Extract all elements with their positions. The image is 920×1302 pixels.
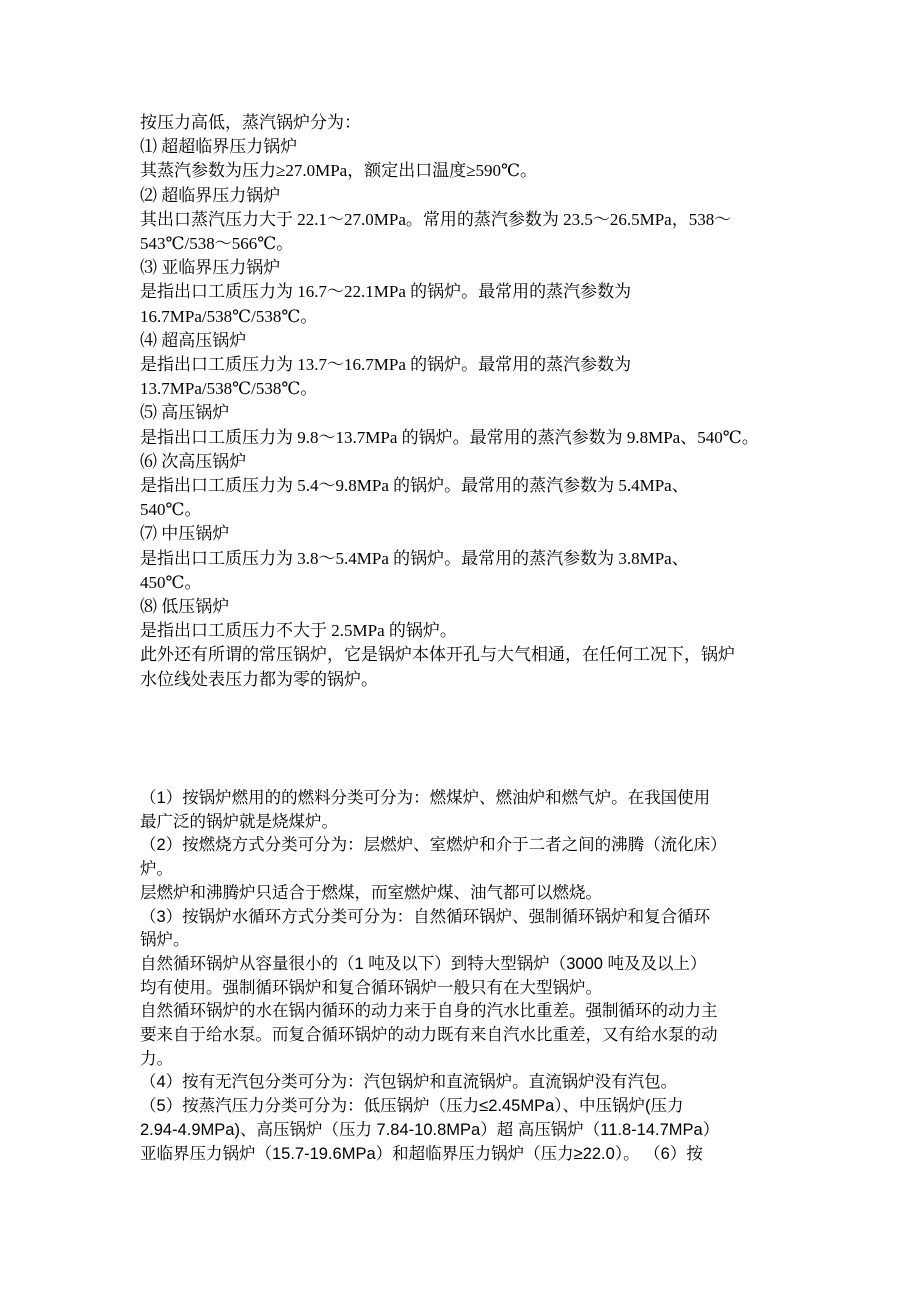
classification-line: 要来自于给水泵。而复合循环锅炉的动力既有来自汽水比重差，又有给水泵的动	[140, 1026, 718, 1045]
item-text: 13.7MPa/538℃/538℃。	[140, 379, 318, 399]
item-heading: ⑹ 次高压锅炉	[140, 451, 247, 471]
item-text: 540℃。	[140, 500, 202, 520]
item-heading: ⑶ 亚临界压力锅炉	[140, 258, 281, 278]
item-text: 是指出口工质压力为 9.8～13.7MPa 的锅炉。最常用的蒸汽参数为 9.8MPa、540℃。	[140, 427, 759, 447]
boiler-pressure-section	[140, 111, 786, 692]
classification-line: 炉。	[140, 860, 173, 879]
item-text: 是指出口工质压力为 3.8～5.4MPa 的锅炉。最常用的蒸汽参数为 3.8MPa、	[140, 548, 689, 568]
item-heading: ⑺ 中压锅炉	[140, 524, 230, 544]
item-text: 其蒸汽参数为压力≥27.0MPa，额定出口温度≥590℃。	[140, 161, 538, 181]
item-text: 其出口蒸汽压力大于 22.1～27.0MPa。常用的蒸汽参数为 23.5～26.5MPa，538～	[140, 209, 732, 229]
classification-line: 均有使用。强制循环锅炉和复合循环锅炉一般只有在大型锅炉。	[140, 978, 602, 997]
item-heading: ⑻ 低压锅炉	[140, 597, 230, 617]
item-text: 543℃/538～566℃。	[140, 234, 294, 254]
item-text: 16.7MPa/538℃/538℃。	[140, 306, 318, 326]
item-text: 是指出口工质压力为 16.7～22.1MPa 的锅炉。最常用的蒸汽参数为	[140, 282, 632, 302]
item-heading: ⑵ 超临界压力锅炉	[140, 185, 281, 205]
item-text: 是指出口工质压力为 13.7～16.7MPa 的锅炉。最常用的蒸汽参数为	[140, 355, 632, 375]
classification-line: 层燃炉和沸腾炉只适合于燃煤，而室燃炉煤、油气都可以燃烧。	[140, 883, 602, 902]
classification-line: （1）按锅炉燃用的的燃料分类可分为：燃煤炉、燃油炉和燃气炉。在我国使用	[140, 789, 711, 807]
item-heading: ⑴ 超超临界压力锅炉	[140, 137, 298, 157]
intro-line: 按压力高低，蒸汽锅炉分为：	[140, 113, 361, 132]
item-text: 是指出口工质压力为 5.4～9.8MPa 的锅炉。最常用的蒸汽参数为 5.4MPa、	[140, 476, 689, 496]
classification-line: 2.94-4.9MPa)、高压锅炉（压力 7.84-10.8MPa）超 高压锅炉（11.8-14.7MPa）	[140, 1120, 720, 1139]
item-heading: ⑷ 超高压锅炉	[140, 330, 247, 350]
note-text: 此外还有所谓的常压锅炉，它是锅炉本体开孔与大气相通，在任何工况下，锅炉	[140, 645, 735, 665]
note-text: 水位线处表压力都为零的锅炉。	[140, 669, 378, 689]
classification-line: 锅炉。	[140, 931, 190, 950]
classification-line: 自然循环锅炉的水在锅内循环的动力来于自身的汽水比重差。强制循环的动力主	[140, 1002, 718, 1021]
classification-line: 最广泛的锅炉就是烧煤炉。	[140, 812, 338, 831]
item-heading: ⑸ 高压锅炉	[140, 403, 230, 423]
classification-line: （5）按蒸汽压力分类可分为：低压锅炉（压力≤2.45MPa）、中压锅炉(压力	[140, 1097, 684, 1116]
boiler-classification-section	[140, 787, 786, 1166]
classification-line: （2）按燃烧方式分类可分为：层燃炉、室燃炉和介于二者之间的沸腾（流化床）	[140, 836, 727, 855]
classification-line: （3）按锅炉水循环方式分类可分为：自然循环锅炉、强制循环锅炉和复合循环	[140, 907, 711, 926]
item-text: 450℃。	[140, 572, 202, 592]
item-text: 是指出口工质压力不大于 2.5MPa 的锅炉。	[140, 621, 457, 641]
classification-line: 亚临界压力锅炉（15.7-19.6MPa）和超临界压力锅炉（压力≥22.0）。 （6）按	[140, 1144, 703, 1163]
classification-line: 自然循环锅炉从容量很小的（1 吨及以下）到特大型锅炉（3000 吨及及以上）	[140, 954, 707, 973]
classification-line: （4）按有无汽包分类可分为：汽包锅炉和直流锅炉。直流锅炉没有汽包。	[140, 1073, 678, 1092]
classification-line: 力。	[140, 1049, 173, 1068]
